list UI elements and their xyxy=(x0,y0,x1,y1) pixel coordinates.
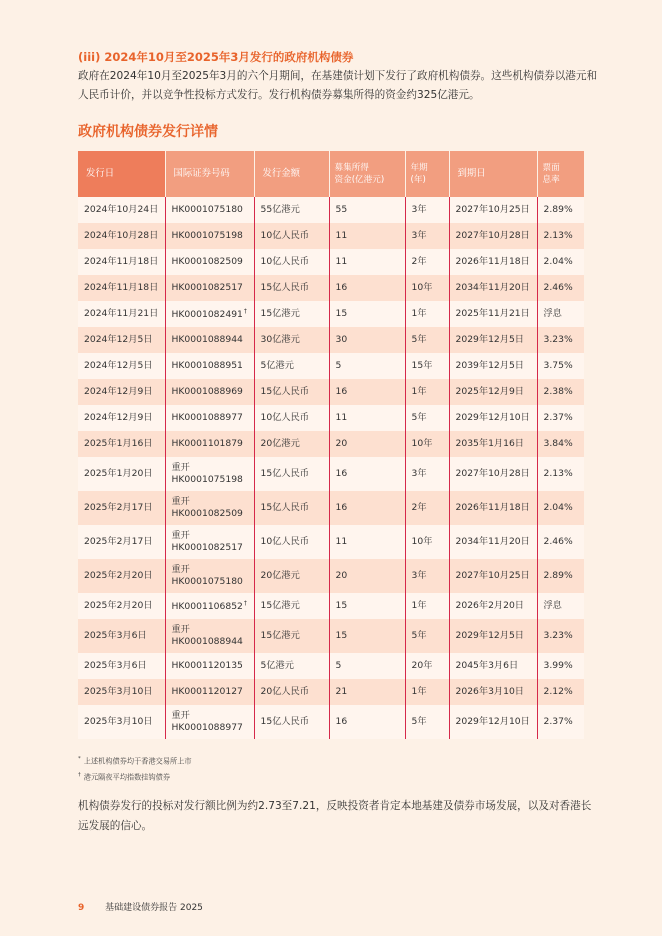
cell-maturity: 2034年11月20日 xyxy=(449,275,537,301)
cell-tenor: 15年 xyxy=(405,353,449,379)
cell-isin: HK0001075198 xyxy=(165,223,254,249)
cell-tenor: 5年 xyxy=(405,619,449,653)
cell-maturity: 2027年10月28日 xyxy=(449,457,537,491)
table-header-row xyxy=(78,151,584,197)
table-row xyxy=(78,619,584,653)
section-heading: (iii) 2024年10月至2025年3月发行的政府机构债券 xyxy=(78,50,354,64)
cell-coupon: 3.75% xyxy=(543,360,573,371)
cell-amount: 15亿港元 xyxy=(254,619,329,653)
table-row xyxy=(78,405,584,431)
cell-amount: 15亿人民币 xyxy=(254,491,329,525)
table-row xyxy=(78,679,584,705)
cell-tenor: 5年 xyxy=(405,327,449,353)
cell-maturity: 2045年3月6日 xyxy=(449,653,537,679)
cell-amount: 15亿人民币 xyxy=(254,705,329,739)
header-issue-date: 发行日 xyxy=(78,151,165,197)
table-row xyxy=(78,223,584,249)
cell-maturity: 2035年1月16日 xyxy=(449,431,537,457)
cell-tenor: 3年 xyxy=(405,223,449,249)
header-isin: 国际证券号码 xyxy=(165,151,254,197)
cell-proceeds: 30 xyxy=(329,327,405,353)
table-row xyxy=(78,197,584,223)
cell-coupon: 2.89% xyxy=(543,570,573,581)
cell-isin: HK0001088951 xyxy=(165,353,254,379)
cell-isin: 重开 HK0001088977 xyxy=(165,705,254,739)
table-row xyxy=(78,379,584,405)
page-number: 9 xyxy=(78,903,85,913)
cell-proceeds: 21 xyxy=(329,679,405,705)
table-row xyxy=(78,249,584,275)
table-row xyxy=(78,525,584,559)
table-row xyxy=(78,705,584,739)
cell-proceeds: 16 xyxy=(329,491,405,525)
intro-text: 政府在2024年10月至2025年3月的六个月期间，在基建债计划下发行了政府机构债券。这些机构债券以港元和人民币计价，并以竞争性投标方式发行。发行机构债券募集所得的资金约325亿港元。 xyxy=(78,70,598,101)
cell-tenor: 1年 xyxy=(405,679,449,705)
table-row xyxy=(78,353,584,379)
cell-amount: 5亿港元 xyxy=(254,653,329,679)
cell-maturity: 2026年2月20日 xyxy=(449,593,537,619)
cell-isin: HK0001101879 xyxy=(165,431,254,457)
cell-proceeds: 5 xyxy=(329,653,405,679)
cell-isin: HK0001082517 xyxy=(165,275,254,301)
cell-tenor: 1年 xyxy=(405,593,449,619)
cell-coupon: 浮息 xyxy=(543,308,562,319)
cell-maturity: 2027年10月28日 xyxy=(449,223,537,249)
cell-issue-date: 2024年11月18日 xyxy=(78,249,165,275)
cell-issue-date: 2025年1月16日 xyxy=(78,431,165,457)
page-footer xyxy=(78,900,203,913)
cell-amount: 55亿港元 xyxy=(254,197,329,223)
table-row xyxy=(78,653,584,679)
cell-maturity: 2039年12月5日 xyxy=(449,353,537,379)
cell-issue-date: 2025年3月10日 xyxy=(78,679,165,705)
cell-proceeds: 11 xyxy=(329,405,405,431)
cell-issue-date: 2024年12月5日 xyxy=(78,353,165,379)
header-proceeds: 募集所得 资金(亿港元) xyxy=(329,151,405,197)
cell-coupon: 2.38% xyxy=(543,386,573,397)
cell-tenor: 10年 xyxy=(405,525,449,559)
header-coupon: 票面 息率 xyxy=(537,151,584,197)
cell-isin: HK0001120127 xyxy=(165,679,254,705)
cell-issue-date: 2024年12月9日 xyxy=(78,379,165,405)
cell-coupon: 浮息 xyxy=(543,600,562,611)
cell-issue-date: 2025年3月6日 xyxy=(78,653,165,679)
cell-maturity: 2027年10月25日 xyxy=(449,559,537,593)
cell-proceeds: 11 xyxy=(329,223,405,249)
cell-isin: HK0001088969 xyxy=(165,379,254,405)
cell-issue-date: 2024年12月5日 xyxy=(78,327,165,353)
cell-tenor: 3年 xyxy=(405,197,449,223)
cell-proceeds: 16 xyxy=(329,705,405,739)
cell-tenor: 20年 xyxy=(405,653,449,679)
cell-maturity: 2026年11月18日 xyxy=(449,249,537,275)
cell-amount: 20亿港元 xyxy=(254,559,329,593)
cell-proceeds: 15 xyxy=(329,301,405,327)
cell-coupon: 3.23% xyxy=(543,630,573,641)
cell-proceeds: 11 xyxy=(329,525,405,559)
report-title: 基础建设债券报告 2025 xyxy=(105,903,203,913)
cell-coupon: 2.13% xyxy=(543,230,573,241)
header-tenor: 年期 (年) xyxy=(405,151,449,197)
cell-maturity: 2029年12月5日 xyxy=(449,327,537,353)
header-amount: 发行金额 xyxy=(254,151,329,197)
cell-tenor: 5年 xyxy=(405,705,449,739)
cell-coupon: 3.23% xyxy=(543,334,573,345)
cell-proceeds: 20 xyxy=(329,431,405,457)
cell-proceeds: 16 xyxy=(329,275,405,301)
cell-issue-date: 2025年2月20日 xyxy=(78,559,165,593)
cell-amount: 30亿港元 xyxy=(254,327,329,353)
cell-coupon: 2.13% xyxy=(543,468,573,479)
cell-tenor: 5年 xyxy=(405,405,449,431)
cell-maturity: 2025年11月21日 xyxy=(449,301,537,327)
cell-proceeds: 16 xyxy=(329,379,405,405)
cell-proceeds: 5 xyxy=(329,353,405,379)
cell-issue-date: 2025年2月17日 xyxy=(78,525,165,559)
cell-amount: 15亿港元 xyxy=(254,301,329,327)
cell-tenor: 10年 xyxy=(405,275,449,301)
cell-tenor: 3年 xyxy=(405,457,449,491)
cell-amount: 10亿人民币 xyxy=(254,223,329,249)
cell-isin: HK0001082509 xyxy=(165,249,254,275)
cell-issue-date: 2025年1月20日 xyxy=(78,457,165,491)
cell-coupon: 2.37% xyxy=(543,716,573,727)
table-row xyxy=(78,275,584,301)
header-maturity: 到期日 xyxy=(449,151,537,197)
table-row xyxy=(78,431,584,457)
cell-amount: 20亿人民币 xyxy=(254,679,329,705)
cell-amount: 15亿人民币 xyxy=(254,457,329,491)
cell-isin: HK0001082491† xyxy=(165,301,254,327)
cell-issue-date: 2025年3月10日 xyxy=(78,705,165,739)
cell-isin: HK0001120135 xyxy=(165,653,254,679)
table-body xyxy=(78,197,584,739)
cell-coupon: 2.46% xyxy=(543,536,573,547)
cell-maturity: 2026年3月10日 xyxy=(449,679,537,705)
table-row xyxy=(78,559,584,593)
cell-amount: 20亿港元 xyxy=(254,431,329,457)
cell-isin: 重开 HK0001075180 xyxy=(165,559,254,593)
cell-amount: 15亿港元 xyxy=(254,593,329,619)
cell-issue-date: 2025年2月20日 xyxy=(78,593,165,619)
cell-coupon: 2.04% xyxy=(543,256,573,267)
cell-amount: 15亿人民币 xyxy=(254,275,329,301)
cell-proceeds: 15 xyxy=(329,619,405,653)
cell-issue-date: 2024年10月24日 xyxy=(78,197,165,223)
cell-maturity: 2025年12月9日 xyxy=(449,379,537,405)
cell-amount: 10亿人民币 xyxy=(254,405,329,431)
cell-issue-date: 2024年12月9日 xyxy=(78,405,165,431)
cell-issue-date: 2024年11月21日 xyxy=(78,301,165,327)
table-title: 政府机构债券发行详情 xyxy=(78,124,218,140)
cell-isin: 重开 HK0001088944 xyxy=(165,619,254,653)
cell-amount: 15亿人民币 xyxy=(254,379,329,405)
cell-issue-date: 2025年3月6日 xyxy=(78,619,165,653)
cell-proceeds: 15 xyxy=(329,593,405,619)
cell-tenor: 10年 xyxy=(405,431,449,457)
cell-isin: HK0001106852† xyxy=(165,593,254,619)
cell-coupon: 2.89% xyxy=(543,204,573,215)
conclusion-paragraph: 机构债券发行的投标对发行额比例为约2.73至7.21，反映投资者肯定本地基建及债券市场发展，以及对香港长远发展的信心。 xyxy=(78,800,592,832)
cell-isin: HK0001088977 xyxy=(165,405,254,431)
table-row xyxy=(78,327,584,353)
cell-tenor: 3年 xyxy=(405,559,449,593)
table-row xyxy=(78,593,584,619)
cell-issue-date: 2025年2月17日 xyxy=(78,491,165,525)
cell-coupon: 3.99% xyxy=(543,660,573,671)
cell-proceeds: 20 xyxy=(329,559,405,593)
footnote-hibor-linked: † 港元隔夜平均指数挂钩债券 xyxy=(78,772,171,782)
cell-coupon: 2.12% xyxy=(543,686,573,697)
cell-maturity: 2026年11月18日 xyxy=(449,491,537,525)
cell-amount: 10亿人民币 xyxy=(254,249,329,275)
cell-amount: 10亿人民币 xyxy=(254,525,329,559)
cell-isin: HK0001088944 xyxy=(165,327,254,353)
cell-tenor: 1年 xyxy=(405,379,449,405)
bond-issuance-table xyxy=(78,151,584,739)
cell-coupon: 2.37% xyxy=(543,412,573,423)
cell-amount: 5亿港元 xyxy=(254,353,329,379)
cell-issue-date: 2024年11月18日 xyxy=(78,275,165,301)
cell-isin: 重开 HK0001082517 xyxy=(165,525,254,559)
intro-paragraph xyxy=(78,67,598,105)
cell-proceeds: 55 xyxy=(329,197,405,223)
cell-proceeds: 11 xyxy=(329,249,405,275)
cell-coupon: 2.46% xyxy=(543,282,573,293)
footnote-listing: * 上述机构债券均于香港交易所上市 xyxy=(78,756,192,766)
cell-isin: 重开 HK0001082509 xyxy=(165,491,254,525)
cell-proceeds: 16 xyxy=(329,457,405,491)
cell-maturity: 2029年12月10日 xyxy=(449,405,537,431)
cell-coupon: 3.84% xyxy=(543,438,573,449)
cell-maturity: 2027年10月25日 xyxy=(449,197,537,223)
cell-issue-date: 2024年10月28日 xyxy=(78,223,165,249)
table-row xyxy=(78,457,584,491)
cell-tenor: 2年 xyxy=(405,249,449,275)
cell-maturity: 2029年12月10日 xyxy=(449,705,537,739)
cell-maturity: 2034年11月20日 xyxy=(449,525,537,559)
cell-maturity: 2029年12月5日 xyxy=(449,619,537,653)
cell-tenor: 1年 xyxy=(405,301,449,327)
cell-coupon: 2.04% xyxy=(543,502,573,513)
table-row xyxy=(78,491,584,525)
cell-isin: 重开 HK0001075198 xyxy=(165,457,254,491)
cell-isin: HK0001075180 xyxy=(165,197,254,223)
footnotes xyxy=(78,752,192,785)
cell-tenor: 2年 xyxy=(405,491,449,525)
table-row xyxy=(78,301,584,327)
